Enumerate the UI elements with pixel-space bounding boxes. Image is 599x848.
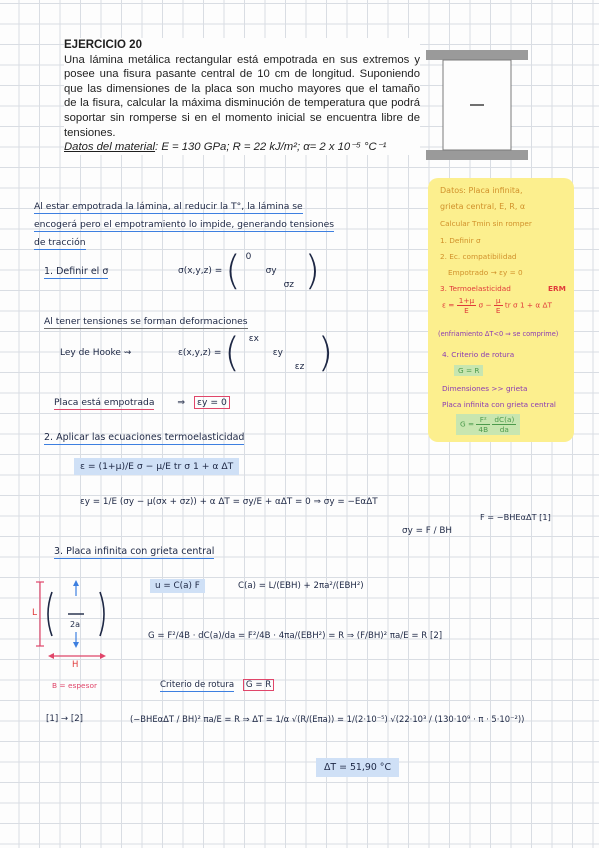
exercise-body: Una lámina metálica rectangular está empotrada en sus extremos y posee una fisura pasante central de 10 cm de longitud. Suponiendo que las dimensiones de la placa son mucho mayores que el tamaño de la fisura, calcular la máxima disminución de temperatura que podrá soportar sin romperse si en el momento inicial se encuentra libre de tensiones. (64, 53, 420, 139)
note-g-frac-2-num: dC(a) (494, 415, 515, 424)
compliance-eq: C(a) = L/(EBH) + 2πa²/(EBH²) (238, 581, 364, 591)
step-2-label: 2. Aplicar las ecuaciones termoelasticidad (44, 432, 245, 443)
note-thermo-rest: tr σ 1 + α ΔT (504, 300, 552, 310)
note-line-5: 2. Ec. compatibilidad (440, 252, 517, 261)
note-line-6: Empotrado → εy = 0 (448, 268, 523, 277)
epsilon-entries (243, 332, 315, 374)
thermo-equation: ε = (1+μ)/E σ − μ/E tr σ 1 + α ΔT (74, 458, 239, 475)
label-H: H (72, 660, 79, 670)
step-3-title (54, 546, 214, 557)
note-g-frac-2-den: da (499, 425, 509, 434)
sigma-y: σy (265, 266, 277, 276)
force-result: F = −BHEαΔT [1] (480, 512, 551, 522)
note-g-formula (456, 414, 520, 435)
deformations-title (44, 316, 248, 327)
note-line-1: Datos: Placa infinita, (440, 186, 523, 195)
epsilon-y: εy (272, 348, 283, 358)
g-equals-r-box: G = R (243, 679, 274, 691)
sigma-open-paren: ( (225, 248, 241, 294)
step-1-title (44, 266, 108, 277)
note-g-lhs: G = (460, 419, 475, 429)
left-brace (48, 592, 52, 636)
note-thermo-eps: ε = (442, 300, 455, 310)
sigma-entries (244, 250, 302, 292)
label-L: L (32, 608, 38, 618)
epsilon-open-paren: ( (224, 330, 240, 376)
energy-release-eq: G = F²/4B · dC(a)/da = F²/4B · 4πa/(EBH²) = R ⇒ (F/BH)² πa/E = R [2] (148, 631, 443, 641)
ey-equation: εy = 1/E (σy − μ(σx + σz)) + α ΔT = σy/E + αΔT = 0 ⇒ σy = −EαΔT (80, 497, 378, 507)
right-brace (100, 592, 104, 636)
thickness-label: B = espesor (52, 681, 98, 690)
epsilon-x: εx (248, 334, 259, 344)
note-erm: ERM (548, 284, 566, 293)
exercise-statement (64, 38, 420, 155)
note-line-4: 1. Definir σ (440, 236, 481, 245)
note-frac-2-den: E (495, 306, 501, 315)
intro-line-1: Al estar empotrada la lámina, al reducir la T°, la lámina se (34, 201, 303, 212)
note-g-frac-1-num: F² (476, 415, 490, 425)
sigma-lhs: σ(x,y,z) (178, 266, 212, 276)
intro-paragraph (34, 198, 419, 252)
empotrada-arrow: ⇒ (177, 397, 186, 408)
sy-force-equation: σy = F / BH (402, 526, 453, 536)
epsilon-z: εz (294, 362, 305, 372)
step-2-title (44, 432, 244, 443)
note-frac-2 (494, 296, 503, 315)
epsilon-lhs: ε(x,y,z) (178, 348, 211, 358)
note-line-9: (enfriamiento ΔT<0 ⇒ se comprime) (438, 330, 559, 338)
epsilon-close-paren: ) (317, 330, 334, 376)
note-frac-2-num: μ (495, 296, 501, 305)
material-data-label: Datos del material (64, 141, 156, 154)
note-g-frac-1-den: 4B (478, 425, 489, 434)
note-g-frac-1 (476, 415, 490, 434)
step-1-label: 1. Definir el σ (44, 266, 109, 277)
note-thermo-formula (442, 296, 552, 315)
note-line-3: Calcular Tmin sin romper (440, 219, 532, 228)
result-box: ΔT = 51,90 °C (316, 758, 399, 777)
note-line-12: Dimensiones >> grieta (442, 384, 528, 393)
note-frac-1 (457, 296, 476, 315)
ey-zero-box: εy = 0 (194, 396, 230, 409)
intro-line-2: encogerá pero el empotramiento lo impide, generando tensiones (34, 219, 335, 230)
displacement-eq: u = C(a) F (150, 579, 205, 593)
sigma-close-paren: ) (304, 248, 321, 294)
summary-note (428, 178, 574, 442)
substitution-label: [1] → [2] (46, 714, 84, 724)
empotrada-line (54, 397, 230, 408)
material-data-values: : E = 130 GPa; R = 22 kJ/m²; α= 2 x 10⁻⁵ °C⁻¹ (155, 141, 387, 154)
plate-diagram (426, 50, 528, 160)
note-frac-1-den: E (464, 306, 469, 315)
criterio-label: Criterio de rotura (160, 680, 235, 690)
final-equation: (−BHEαΔT / BH)² πa/E = R ⇒ ΔT = 1/α √(R/(Eπa)) = 1/(2·10⁻⁵) √(22·10³ / (130·10⁹ · π · 5·10⁻²)) (130, 714, 525, 724)
exercise-title: EJERCICIO 20 (64, 39, 142, 51)
bottom-clamp (426, 150, 528, 160)
note-frac-1-num: 1+μ (458, 296, 475, 305)
sigma-tensor: σ(x,y,z) = ( 0 σy σz ) (178, 248, 321, 294)
epsilon-tensor: ε(x,y,z) = ( εx εy εz ) (178, 330, 334, 376)
empotrada-label: Placa está empotrada (54, 397, 155, 408)
deformations-label: Al tener tensiones se forman deformaciones (44, 316, 248, 327)
label-2a: 2a (70, 620, 80, 629)
intro-line-3: de tracción (34, 237, 86, 248)
hooke-label: Ley de Hooke ⇝ (60, 348, 132, 358)
note-line-13: Placa infinita con grieta central (442, 400, 556, 409)
note-line-10: 4. Criterio de rotura (442, 350, 515, 359)
sigma-z: σz (283, 280, 295, 290)
note-line-7: 3. Termoelasticidad (440, 284, 511, 293)
note-g-frac-2 (492, 415, 516, 434)
note-thermo-sigma: σ − (478, 300, 492, 310)
note-line-11: G = R (454, 365, 483, 376)
step-3-label: 3. Placa infinita con grieta central (54, 546, 215, 557)
top-clamp (426, 50, 528, 60)
sigma-x: 0 (245, 252, 252, 262)
material-data (64, 140, 420, 155)
criterio-line (160, 680, 274, 690)
note-line-2: grieta central, E, R, α (440, 202, 526, 211)
